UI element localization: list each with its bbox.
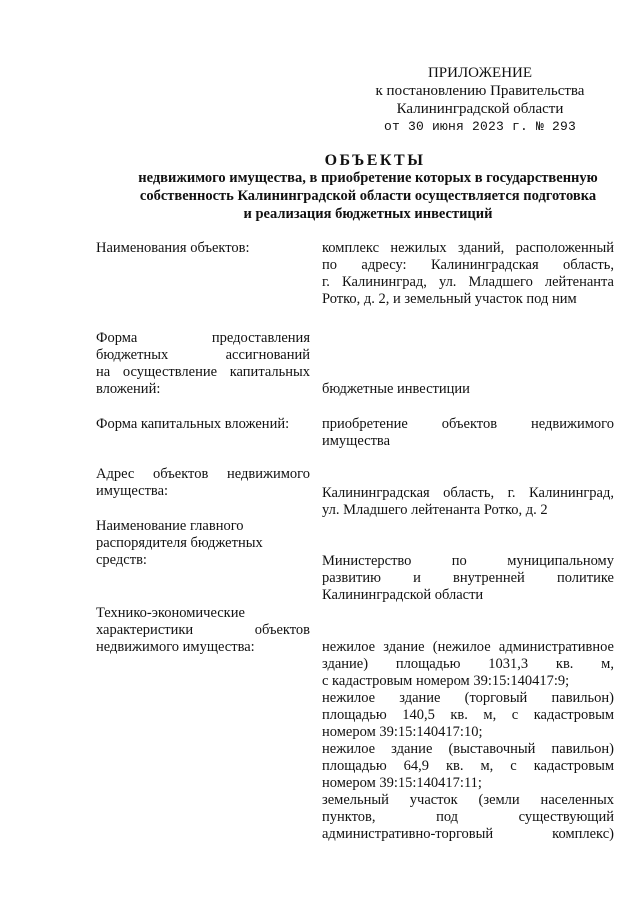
value-line: земельный участок (земли населенных	[322, 792, 614, 808]
document-title: ОБЪЕКТЫ	[324, 152, 426, 169]
value-line: развитию и внутренней политике	[322, 570, 614, 586]
value-line: номером 39:15:140417:11;	[322, 775, 482, 791]
appendix-header	[350, 64, 610, 136]
form-capital-label: Форма капитальных вложений:	[96, 416, 290, 432]
value-line: с кадастровым номером 39:15:140417:9;	[322, 673, 570, 689]
appendix-date: от 30 июня 2023 г. № 293	[383, 119, 577, 134]
value-line: пунктов, под существующий	[322, 809, 614, 825]
names-value	[322, 240, 614, 308]
label-line: Наименование главного	[96, 518, 244, 534]
characteristics-label	[96, 605, 310, 656]
label-line: имущества:	[96, 483, 169, 499]
value-line: Калининградская область, г. Калининград,	[322, 485, 614, 501]
subtitle-line: недвижимого имущества, в приобретение которых в государственную	[138, 170, 598, 186]
subtitle-line: собственность Калининградской области осуществляется подготовка	[139, 188, 597, 204]
appendix-line-2: Калининградской области	[396, 101, 564, 117]
address-label	[96, 466, 310, 500]
value-line: административно-торговый комплекс)	[322, 826, 614, 842]
characteristics-value	[322, 639, 614, 843]
value-line: Министерство по муниципальному	[322, 553, 614, 569]
label-line: средств:	[96, 552, 147, 568]
value-line: здание) площадью 1031,3 кв. м,	[322, 656, 614, 672]
label-line: Адрес объектов недвижимого	[96, 466, 310, 482]
value-line: нежилое здание (нежилое административное	[322, 639, 614, 655]
manager-value	[322, 553, 614, 604]
manager-label	[96, 518, 310, 569]
value-line: приобретение объектов недвижимого	[322, 416, 614, 432]
label-line: характеристики объектов	[96, 622, 310, 638]
value-line: площадью 140,5 кв. м, с кадастровым	[322, 707, 614, 723]
value-line: нежилое здание (торговый павильон)	[322, 690, 614, 706]
value-line: Калининградской области	[322, 587, 484, 603]
label-line: недвижимого имущества:	[96, 639, 255, 655]
address-value	[322, 485, 614, 519]
label-line: на осуществление капитальных	[96, 364, 310, 380]
label-line: Технико-экономические	[96, 605, 245, 621]
value-line: площадью 64,9 кв. м, с кадастровым	[322, 758, 614, 774]
form-provision-label	[96, 330, 310, 398]
document-subtitle	[118, 169, 618, 223]
appendix-title: ПРИЛОЖЕНИЕ	[427, 65, 533, 81]
label-line: распорядителя бюджетных	[96, 535, 263, 551]
value-line: нежилое здание (выставочный павильон)	[322, 741, 614, 757]
form-capital-value	[322, 416, 614, 450]
value-line: г. Калининград, ул. Младшего лейтенанта	[322, 274, 614, 290]
value-line: комплекс нежилых зданий, расположенный	[322, 240, 614, 256]
label-line: Форма предоставления	[96, 330, 310, 346]
label-line: вложений:	[96, 381, 161, 397]
names-label: Наименования объектов:	[96, 240, 250, 256]
appendix-line-1: к постановлению Правительства	[375, 83, 585, 99]
subtitle-line: и реализация бюджетных инвестиций	[243, 206, 493, 222]
value-line: по адресу: Калининградская область,	[322, 257, 614, 273]
label-line: бюджетных ассигнований	[96, 347, 310, 363]
value-line: ул. Младшего лейтенанта Ротко, д. 2	[322, 502, 548, 518]
form-provision-value: бюджетные инвестиции	[322, 381, 470, 397]
value-line: имущества	[322, 433, 391, 449]
value-line: номером 39:15:140417:10;	[322, 724, 483, 740]
value-line: Ротко, д. 2, и земельный участок под ним	[322, 291, 577, 307]
